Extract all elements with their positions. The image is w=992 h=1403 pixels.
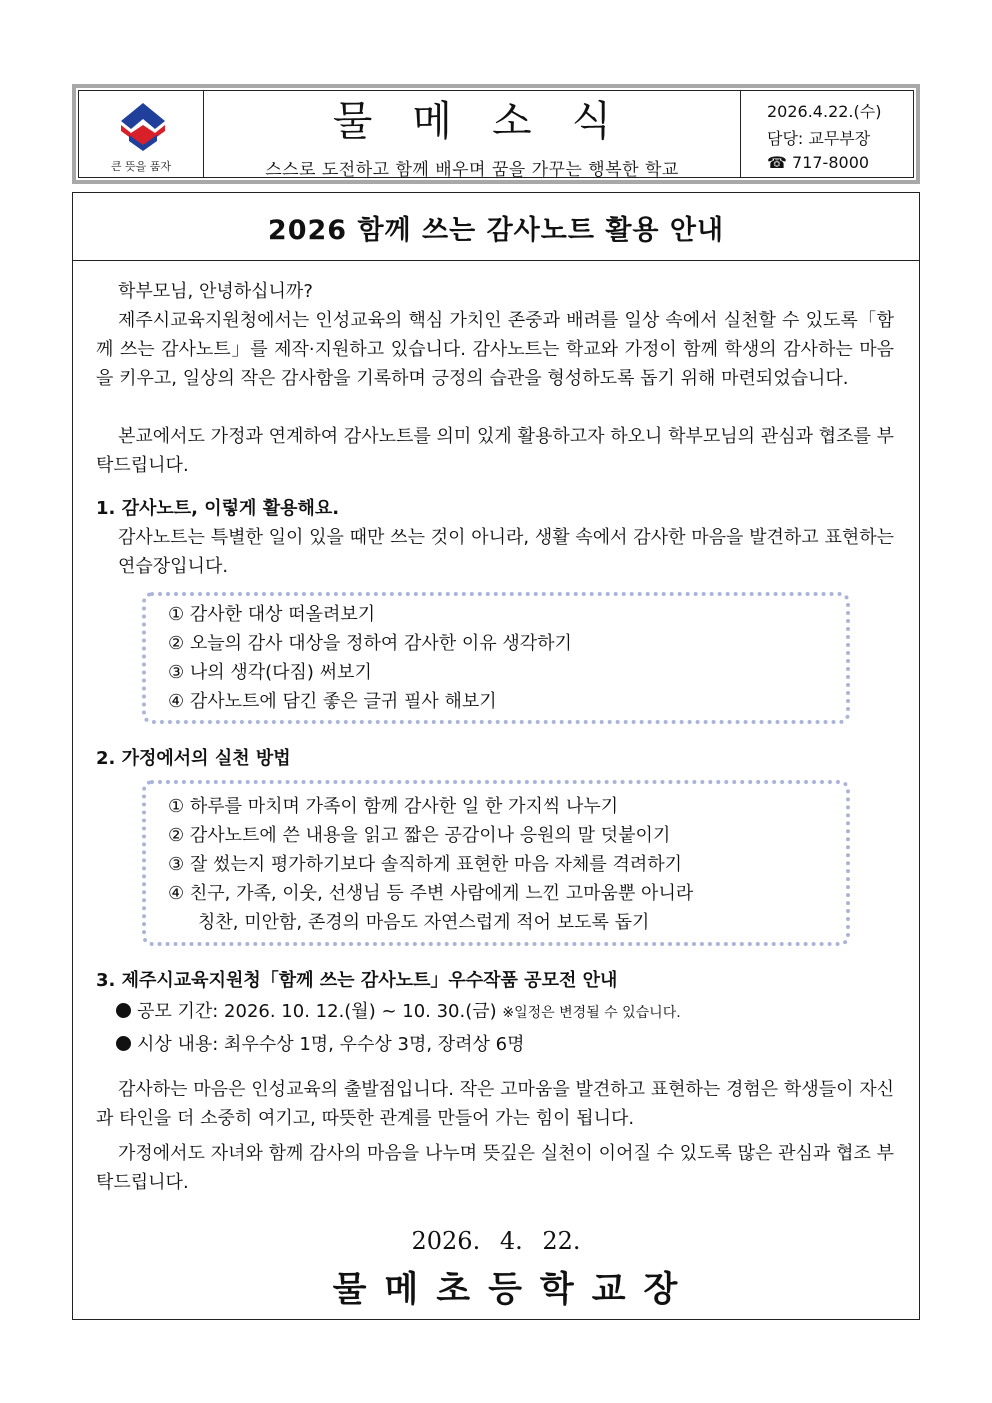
school-motto: 스스로 도전하고 함께 배우며 꿈을 가꾸는 행복한 학교	[265, 160, 679, 180]
contest-awards-text: 시상 내용: 최우수상 1명, 우수상 3명, 장려상 6명	[137, 1034, 525, 1055]
request-paragraph: 본교에서도 가정과 연계하여 감사노트를 의미 있게 활용하고자 하오니 학부모님의 관심과 협조를 부탁드립니다.	[96, 426, 894, 476]
section1-item-1: ① 감사한 대상 떠올려보기	[168, 604, 376, 625]
bullet-icon	[116, 1036, 131, 1051]
schedule-note: ※일정은 변경될 수 있습니다.	[502, 1005, 681, 1021]
greeting: 학부모님, 안녕하십니까?	[118, 281, 313, 302]
document-title-row	[73, 193, 919, 261]
closing-paragraph-2: 가정에서도 자녀와 함께 감사의 마음을 나누며 뜻깊은 실천이 이어질 수 있도록 많은 관심과 협조 부탁드립니다.	[96, 1143, 894, 1193]
manager: 담당: 교무부장	[767, 129, 871, 148]
section2-heading: 2. 가정에서의 실천 방법	[96, 748, 291, 769]
section2-item-2: ② 감사노트에 쓴 내용을 읽고 짧은 공감이나 응원의 말 덧붙이기	[168, 825, 671, 846]
section2-item-1: ① 하루를 마치며 가족이 함께 감사한 일 한 가지씩 나누기	[168, 796, 619, 817]
logo-cell	[79, 91, 204, 177]
document-title: 2026 함께 쓰는 감사노트 활용 안내	[267, 215, 725, 246]
section1-heading: 1. 감사노트, 이렇게 활용해요.	[96, 498, 340, 519]
sign-date: 2026. 4. 22.	[411, 1227, 581, 1255]
section1-text: 감사노트는 특별한 일이 있을 때만 쓰는 것이 아니라, 생활 속에서 감사한 마음을 발견하고 표현하는 연습장입니다.	[118, 527, 894, 577]
section1-item-3: ③ 나의 생각(다짐) 써보기	[168, 662, 372, 683]
phone-number: ☎ 717-8000	[767, 153, 870, 172]
newsletter-title: 물메소식	[332, 97, 652, 145]
header-table	[78, 90, 914, 178]
section3-heading: 3. 제주시교육지원청「함께 쓰는 감사노트」우수작품 공모전 안내	[96, 970, 618, 991]
section2-list-box	[142, 780, 850, 946]
contest-awards	[116, 1030, 525, 1059]
title-cell	[204, 91, 741, 180]
section1-item-2: ② 오늘의 감사 대상을 정하여 감사한 이유 생각하기	[168, 633, 572, 654]
issue-date: 2026.4.22.(수)	[767, 102, 882, 121]
section2-item-3: ③ 잘 썼는지 평가하기보다 솔직하게 표현한 마음 자체를 격려하기	[168, 854, 682, 875]
contest-period-text: 공모 기간: 2026. 10. 12.(월) ~ 10. 30.(금)	[137, 1001, 497, 1022]
principal-signature: 물메초등학교장	[332, 1270, 696, 1310]
section1-item-4: ④ 감사노트에 담긴 좋은 글귀 필사 해보기	[168, 691, 497, 712]
info-cell	[741, 91, 913, 177]
intro-paragraph: 제주시교육지원청에서는 인성교육의 핵심 가치인 존중과 배려를 일상 속에서 실천할 수 있도록「함께 쓰는 감사노트」를 제작·지원하고 있습니다. 감사노트는 학교와 가정이 함께 학생의 감사하는 마음을 키우고, 일상의 작은 감사함을 기록하며 긍정의 습관을 형성하도록 돕기 위해 마련되었습니다.	[96, 310, 894, 389]
contest-period	[116, 997, 681, 1028]
section1-list-box	[142, 592, 850, 724]
section2-item-4-continued: 칭찬, 미안함, 존경의 마음도 자연스럽게 적어 보도록 돕기	[198, 912, 650, 933]
bullet-icon	[116, 1003, 131, 1018]
section2-item-4: ④ 친구, 가족, 이웃, 선생님 등 주변 사람에게 느낀 고마움뿐 아니라	[168, 883, 694, 904]
logo-motto: 큰 뜻을 품자	[110, 160, 172, 173]
school-logo-icon	[115, 101, 171, 153]
newsletter-header	[72, 84, 920, 184]
closing-paragraph-1: 감사하는 마음은 인성교육의 출발점입니다. 작은 고마움을 발견하고 표현하는 경험은 학생들이 자신과 타인을 더 소중히 여기고, 따뜻한 관계를 만들어 가는 힘이 됩니다.	[96, 1079, 894, 1129]
